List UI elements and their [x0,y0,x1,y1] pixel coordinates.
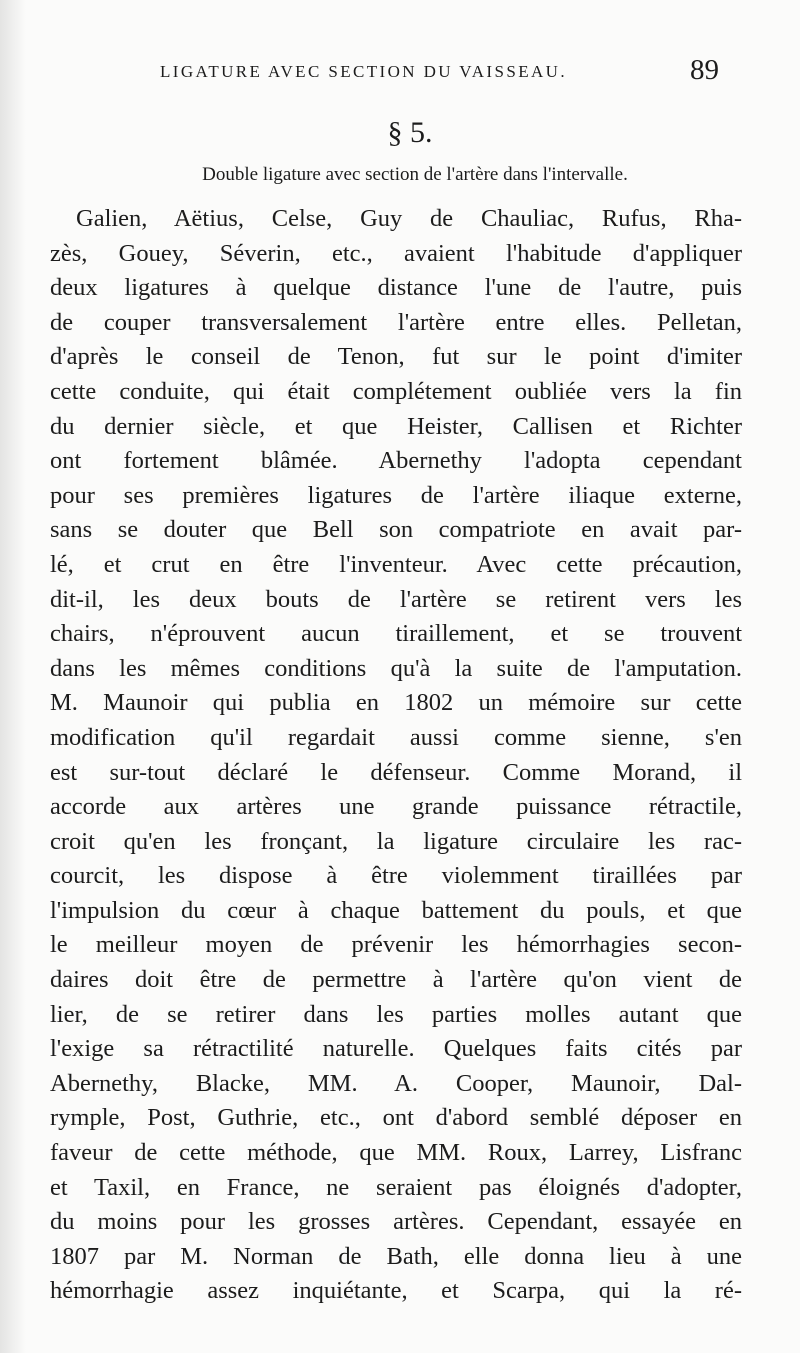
text-line: chairs, n'éprouvent aucun tiraillement, et se trouvent [50,620,742,648]
text-line: ont fortement blâmée. Abernethy l'adopta cependant [50,447,742,475]
text-line: de couper transversalement l'artère entre elles. Pelletan, [50,308,742,336]
text-line: Abernethy, Blacke, MM. A. Cooper, Maunoir, Dal- [50,1069,742,1097]
text-line: l'exige sa rétractilité naturelle. Quelques faits cités par [50,1035,742,1063]
section-number: § 5. [387,116,433,149]
text-line: dit-il, les deux bouts de l'artère se retirent vers les [50,585,742,613]
text-line: M. Maunoir qui publia en 1802 un mémoire sur cette [50,689,742,717]
text-line: est sur-tout déclaré le défenseur. Comme Morand, il [50,758,742,786]
text-line: faveur de cette méthode, que MM. Roux, Larrey, Lisfranc [50,1139,742,1167]
body-text [50,202,742,1309]
running-head: LIGATURE AVEC SECTION DU VAISSEAU. [160,62,567,81]
text-line: Galien, Aëtius, Celse, Guy de Chauliac, Rufus, Rha- [76,205,742,232]
text-line: l'impulsion du cœur à chaque battement du pouls, et que [50,896,742,924]
text-line: et Taxil, en France, ne seraient pas éloignés d'adopter, [50,1173,742,1201]
section-title: Double ligature avec section de l'artère dans l'intervalle. [202,164,628,185]
text-line: lier, de se retirer dans les parties molles autant que [50,1000,742,1028]
text-line: le meilleur moyen de prévenir les hémorrhagies secon- [50,931,742,959]
text-line: du moins pour les grosses artères. Cependant, essayée en [50,1208,742,1236]
text-line: d'après le conseil de Tenon, fut sur le point d'imiter [50,343,742,371]
text-line: zès, Gouey, Séverin, etc., avaient l'habitude d'appliquer [50,239,742,267]
text-line: hémorrhagie assez inquiétante, et Scarpa, qui la ré- [50,1277,742,1305]
page-number: 89 [690,54,719,86]
text-line: accorde aux artères une grande puissance rétractile, [50,793,742,821]
text-line: 1807 par M. Norman de Bath, elle donna lieu à une [50,1242,742,1270]
text-line: modification qu'il regardait aussi comme sienne, s'en [50,723,742,751]
text-line: rymple, Post, Guthrie, etc., ont d'abord semblé déposer en [50,1104,742,1132]
text-line: deux ligatures à quelque distance l'une de l'autre, puis [50,274,742,302]
text-line: croit qu'en les fronçant, la ligature circulaire les rac- [50,827,742,855]
text-line: courcit, les dispose à être violemment tiraillées par [50,862,742,890]
text-line: dans les mêmes conditions qu'à la suite de l'amputation. [50,654,742,682]
text-line: sans se douter que Bell son compatriote en avait par- [50,516,742,544]
text-line: daires doit être de permettre à l'artère qu'on vient de [50,966,742,994]
text-line: lé, et crut en être l'inventeur. Avec cette précaution, [50,550,742,578]
text-line: du dernier siècle, et que Heister, Callisen et Richter [50,412,742,440]
text-line: cette conduite, qui était complétement oubliée vers la fin [50,377,742,405]
text-line: pour ses premières ligatures de l'artère iliaque externe, [50,481,742,509]
page-header [0,54,800,88]
